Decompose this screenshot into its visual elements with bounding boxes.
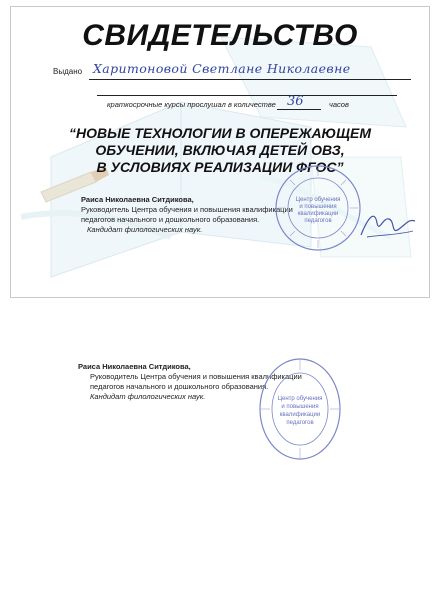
signer-degree: Кандидат филологических наук.	[87, 225, 203, 234]
recipient-underline	[89, 79, 411, 80]
course-description: краткосрочные курсы прослушал в количестве	[107, 100, 276, 109]
round-stamp	[273, 163, 363, 253]
course-rule	[97, 95, 397, 96]
lower-stamp-line-4: педагогов	[286, 420, 314, 426]
lower-signer-degree: Кандидат филологических наук.	[90, 392, 206, 401]
lower-stamp-line-1: Центр обучения	[277, 396, 323, 402]
lower-signer-role-line-1: Руководитель Центра обучения и повышения квалификации	[90, 372, 302, 381]
course-hours: 36	[287, 94, 304, 109]
signer-role-line-2: педагогов начального и дошкольного образования.	[81, 215, 260, 224]
signer-name: Раиса Николаевна Ситдикова,	[81, 195, 194, 204]
hours-underline	[277, 109, 321, 110]
lower-stamp-line-2: и повышения	[281, 404, 319, 410]
program-line-1: “НОВЫЕ ТЕХНОЛОГИИ В ОПЕРЕЖАЮЩЕМ	[68, 125, 371, 141]
stamp-line-1: Центр обучения	[295, 197, 341, 203]
handwritten-signature	[357, 205, 419, 245]
issued-row	[53, 63, 411, 81]
recipient-name: Харитоновой Светлане Николаевне	[93, 61, 351, 76]
stamp-line-2: и повышения	[299, 204, 337, 210]
certificate-card	[10, 6, 430, 298]
lower-round-stamp	[256, 356, 344, 462]
lower-stamp-line-3: квалификации	[279, 412, 321, 418]
certificate-title: СВИДЕТЕЛЬСТВО	[82, 19, 358, 52]
stamp-line-3: квалификации	[297, 211, 339, 217]
program-line-2: ОБУЧЕНИИ, ВКЛЮЧАЯ ДЕТЕЙ ОВЗ,	[95, 142, 345, 158]
lower-signer-role-line-2: педагогов начального и дошкольного образования.	[90, 382, 269, 391]
signer-role-line-1: Руководитель Центра обучения и повышения квалификации	[81, 205, 293, 214]
lower-signer-name: Раиса Николаевна Ситдикова,	[78, 362, 191, 371]
stamp-line-4: педагогов	[304, 218, 332, 224]
program-line-3: В УСЛОВИЯХ РЕАЛИЗАЦИИ ФГОС”	[96, 159, 344, 175]
course-row	[97, 95, 397, 113]
issued-label: Выдано	[53, 67, 83, 76]
course-unit: часов	[329, 100, 349, 109]
